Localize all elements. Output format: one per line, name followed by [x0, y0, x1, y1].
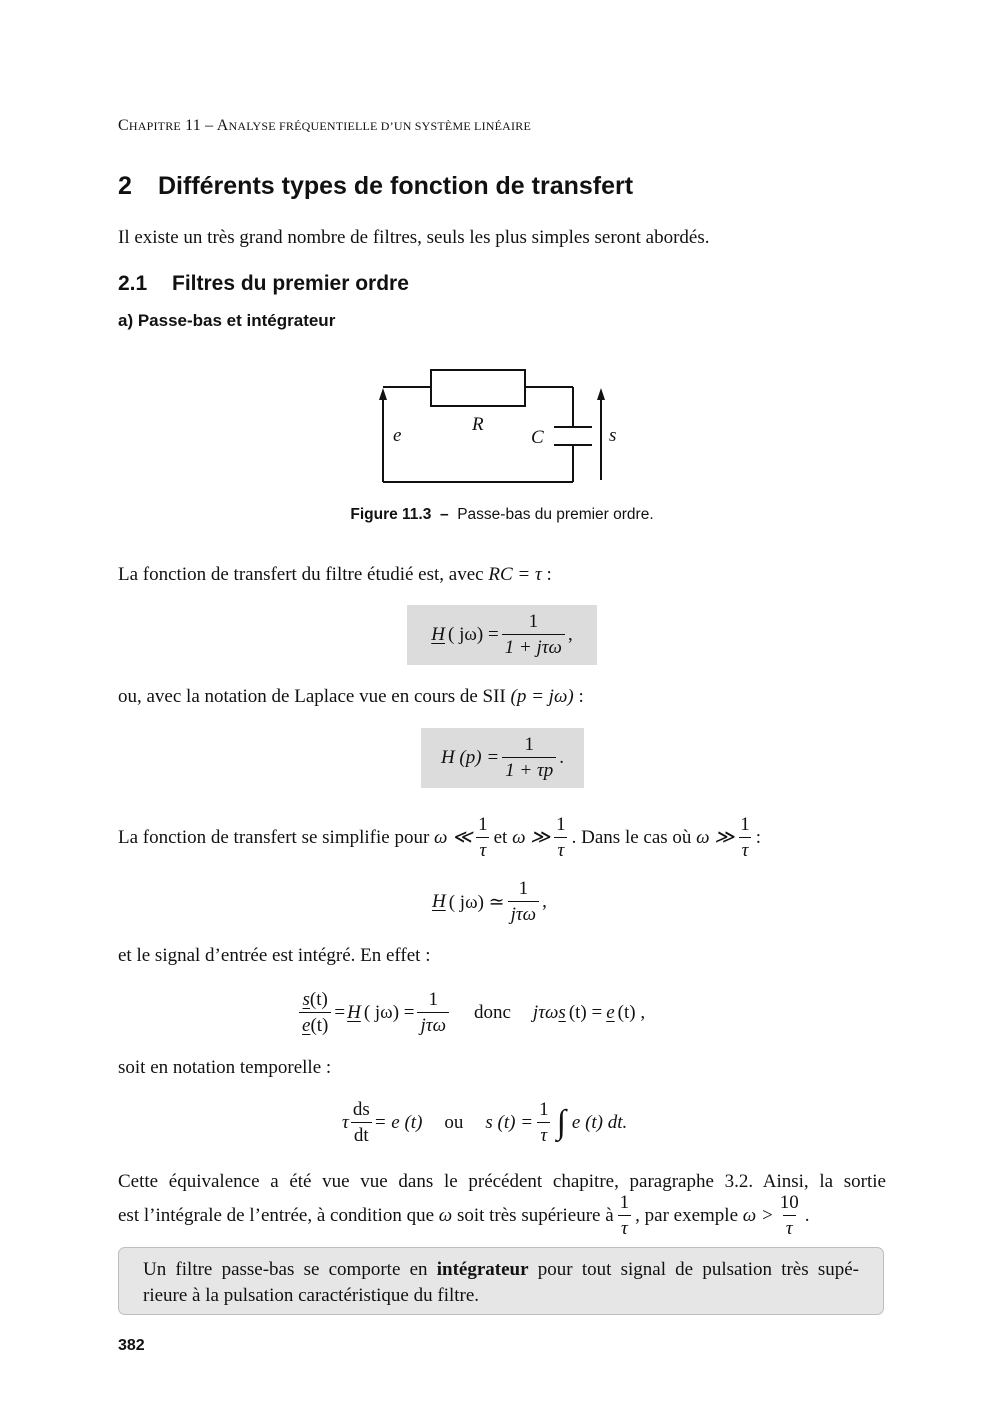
- note-post: pour tout signal de pulsation très supé-: [537, 1259, 860, 1280]
- para6-frac2: [777, 1192, 802, 1240]
- paragraph-2: [118, 684, 584, 710]
- intro-paragraph: Il existe un très grand nombre de filtres, seuls les plus simples seront abordés.: [118, 227, 710, 248]
- subsection-number: 2.1: [118, 272, 148, 295]
- para3-w2: ω ≫: [512, 827, 551, 848]
- label-s: s: [609, 425, 617, 446]
- eq5-derivative: [350, 1099, 373, 1147]
- caption-label: Figure 11.3: [350, 506, 432, 523]
- para6-f1d: τ: [618, 1215, 631, 1240]
- note-line1: [143, 1257, 859, 1283]
- eq3-H: H: [432, 891, 446, 912]
- label-r: R: [472, 414, 484, 435]
- equation-5: [342, 1096, 627, 1150]
- eq4-H: H: [347, 1002, 361, 1023]
- para6-w2: ω >: [742, 1205, 774, 1226]
- eq4-H-arg: ( jω) =: [363, 1002, 415, 1023]
- eq4-fd: e: [302, 1015, 311, 1036]
- eq5-fraction: [536, 1099, 552, 1147]
- eq3-den: jτω: [508, 901, 540, 926]
- eq3-end: ,: [542, 891, 547, 912]
- eq4-fd-arg: (t): [310, 1015, 329, 1036]
- paragraph-1: [118, 562, 552, 588]
- para3-f1d: τ: [476, 837, 489, 862]
- note-bold: intégrateur: [436, 1259, 529, 1280]
- eq4-rhs-a: jτω: [532, 1002, 559, 1023]
- resistor-r: [431, 370, 525, 406]
- para3-frac3: [737, 814, 753, 862]
- paragraph-4: et le signal d’entrée est intégré. En effet :: [118, 945, 431, 966]
- section-heading: [118, 172, 633, 201]
- para3-f3n: 1: [740, 814, 750, 835]
- eq5-num: 1: [539, 1099, 549, 1120]
- para3-f3d: τ: [739, 837, 752, 862]
- eq1-arg: ( jω) =: [448, 624, 499, 645]
- paragraph-3: [118, 812, 761, 864]
- para6-end: .: [804, 1205, 810, 1226]
- subsection-title: Filtres du premier ordre: [172, 272, 409, 295]
- eq5-end: e (t) dt.: [571, 1112, 628, 1133]
- equation-2: [421, 728, 584, 788]
- eq4-fn-arg: (t): [309, 989, 328, 1010]
- arrow-e-head: [379, 388, 387, 400]
- para3-f2n: 1: [556, 814, 566, 835]
- eq4-den: jτω: [417, 1012, 449, 1037]
- eq5-den: τ: [537, 1122, 550, 1147]
- para3-et: et: [493, 827, 508, 848]
- eq4-donc: donc: [473, 1002, 511, 1023]
- eq3-num: 1: [518, 878, 529, 899]
- eq1-fraction: [502, 611, 565, 659]
- label-c: C: [531, 427, 544, 448]
- eq4-fraction: [417, 989, 449, 1037]
- para6-line2c: , par exemple: [635, 1205, 739, 1226]
- equation-3: [432, 875, 547, 929]
- eq4-rhs-s: s: [558, 1002, 566, 1023]
- rh-dash: –: [205, 117, 214, 134]
- page-number: 382: [118, 1337, 145, 1354]
- label-e: e: [393, 425, 402, 446]
- eq4-rhs-e: e: [606, 1002, 615, 1023]
- para6-line2b: soit très supérieure à: [456, 1205, 614, 1226]
- para3-frac2: [553, 814, 569, 862]
- eq2-end: .: [559, 747, 565, 768]
- para2-end: :: [573, 686, 584, 707]
- arrow-s-head: [597, 388, 605, 400]
- eq1-num: 1: [528, 611, 539, 632]
- figure-caption: [0, 506, 1004, 524]
- key-point-box: [118, 1247, 884, 1315]
- para6-f1n: 1: [619, 1192, 630, 1213]
- eq4-rhs-c: (t) ,: [617, 1002, 646, 1023]
- paragraph-6-line1: Cette équivalence a été vue vue dans le précédent chapitre, paragraphe 3.2. Ainsi, la sortie: [118, 1171, 886, 1192]
- para3-text2: . Dans le cas où: [571, 827, 692, 848]
- eq4-rhs-b: (t) =: [568, 1002, 603, 1023]
- eq1-end: ,: [567, 624, 573, 645]
- para1-text: La fonction de transfert du filtre étudié est, avec: [118, 564, 484, 585]
- para2-math: (p = jω): [510, 686, 574, 707]
- equation-4: [296, 986, 645, 1040]
- rh-hapitre: HAPITRE: [128, 119, 181, 133]
- paragraph-6-line2: [118, 1190, 810, 1242]
- para1-math: RC = τ: [488, 564, 542, 585]
- rh-title: NALYSE FRÉQUENTIELLE D’UN SYSTÈME LINÉAIRE: [228, 119, 531, 133]
- para3-f1n: 1: [478, 814, 488, 835]
- rh-c: C: [118, 117, 129, 134]
- eq2-fraction: [502, 734, 556, 782]
- rh-a: A: [216, 117, 229, 134]
- caption-sep: –: [439, 506, 449, 523]
- eq4-eq: =: [334, 1002, 346, 1023]
- eq5-dn: ds: [352, 1099, 370, 1120]
- para3-frac1: [475, 814, 491, 862]
- note-line2: rieure à la pulsation caractéristique du filtre.: [143, 1285, 480, 1306]
- para6-line2a: est l’intégrale de l’entrée, à condition que: [118, 1205, 435, 1226]
- para6-frac1: [617, 1192, 633, 1240]
- para3-f2d: τ: [554, 837, 567, 862]
- eq5-dd: dt: [351, 1122, 372, 1147]
- para3-w3: ω ≫: [696, 827, 735, 848]
- eq2-lhs: H (p) =: [440, 747, 500, 768]
- para3-end: :: [755, 827, 762, 848]
- section-title: Différents types de fonction de transfert: [158, 172, 634, 200]
- eq3-arg: ( jω) ≃: [448, 891, 505, 913]
- eq5-integral: ∫: [556, 1104, 566, 1141]
- eq2-num: 1: [524, 734, 534, 755]
- eq5-s: s (t) =: [485, 1112, 534, 1133]
- eq4-ratio: [299, 989, 331, 1037]
- para2-text: ou, avec la notation de Laplace vue en cours de SII: [118, 686, 506, 707]
- paragraph-5: soit en notation temporelle :: [118, 1057, 332, 1078]
- rh-number: 11: [185, 117, 201, 134]
- para6-f2n: 10: [779, 1192, 799, 1213]
- note-pre: Un filtre passe-bas se comporte en: [143, 1259, 428, 1280]
- eq3-fraction: [508, 878, 540, 926]
- rc-circuit-figure: [370, 360, 630, 495]
- para1-end: :: [541, 564, 552, 585]
- running-head: [118, 117, 531, 135]
- eq5-mid: = e (t): [373, 1112, 423, 1133]
- eq5-ou: ou: [444, 1112, 464, 1133]
- eq2-den: 1 + τp: [502, 757, 556, 782]
- caption-text: Passe-bas du premier ordre.: [457, 506, 654, 523]
- para3-w1: ω ≪: [434, 827, 473, 848]
- eq5-tau: τ: [342, 1112, 349, 1133]
- eq1-H: H: [431, 624, 445, 645]
- subsubsection-heading: a) Passe-bas et intégrateur: [118, 311, 336, 330]
- equation-1: [407, 605, 597, 665]
- subsection-heading: [118, 272, 409, 296]
- para6-f2d: τ: [783, 1215, 796, 1240]
- eq4-num: 1: [428, 989, 438, 1010]
- eq1-den: 1 + jτω: [502, 634, 565, 659]
- section-number: 2: [118, 172, 132, 200]
- para6-w: ω: [438, 1205, 453, 1226]
- eq4-fn: s: [302, 989, 310, 1010]
- para3-text: La fonction de transfert se simplifie pour: [118, 827, 430, 848]
